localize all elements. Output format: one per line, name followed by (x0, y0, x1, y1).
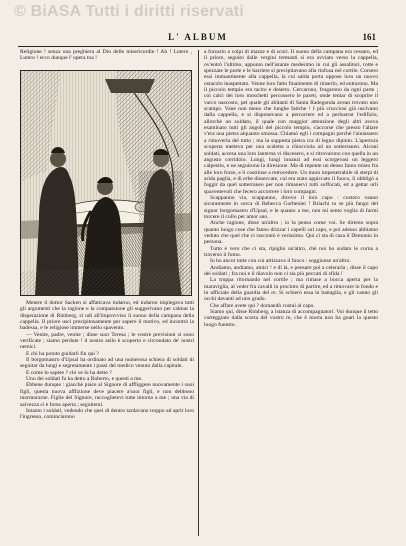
engraving-drawing (21, 71, 191, 295)
engraving-illustration (20, 70, 192, 296)
paragraph: Siamo qui, disse Rimberg, a istanza di accompagnatori. Voi dunque il tetto corteggiato dalla scorta del vostro re, che è morta non ha guari la questo luogo funesto. (204, 309, 378, 328)
paragraph: Scappanno via, scappanno, dicevo il loro capo : costoro vanno sicuramente in cerca di Rebecca Gorbeniei ! Briachi tu se più fango del signor borgomastro d'Upsal, e le quanto a me, non mi sento voglia di farmi torcere il collo per amor suo. (204, 194, 378, 220)
paragraph: E come lo sapete ? chi ve lo ha detto ? (26, 369, 112, 376)
paragraph: — Venite, padre, venite ; disse suor Teresa ; le vostre previsioni si sono verificate ; siamo perdute ! il nostro asilo è scoperto e circondato de' nostri nemici. (20, 331, 194, 351)
running-head: L' ALBUM (168, 32, 228, 42)
paragraph: Io ho ancor tutte con cui attizzava il fuoco : soggiunse un'altro. (210, 258, 351, 265)
left-column-top (20, 49, 192, 71)
paragraph: Anche ragione, disse un'altro ; io la penso come voi. Se diremo sopra quanto luogo cose che fanno drizzar i capelli sul capo, e poi adesso abbiamo veduto che quel che ci raccontò è verissimo. Qui ci sta di casa il Demonio in persona. (204, 220, 378, 246)
column-divider (198, 50, 199, 536)
paragraph: Tutto è vero che ci sta, ripiglio un'altro, chè noi ho sudato le corna a traverso il fumo. (204, 245, 378, 258)
paragraph: Andiamo, andiamo, amici ! e di là, e pensare poi a celerarla ; disse il capo dei soldati ; fra noi e il diavolo non ci sia più peccati di sfida ! (204, 264, 378, 278)
paragraph: Uno dei soldati fu ha detto a Roberto, e questi a me. (26, 376, 143, 383)
header-rule (18, 46, 378, 47)
paragraph: Mentre il dottor Sacken si affaticava indarno, ed indarno impiegava tutti gli argomenti che la ragione e la compassione gli suggerivano per calmar la disperazione di Rimberg, si udì all'improvviso il suono della campana della cappella. Il priore uscì precipitosamente per sapere il motivo, ed incontrò la badessa, e le religiose immerse nello spavento. (20, 300, 194, 332)
page-header (20, 32, 376, 46)
paragraph: Intanto i soldati, vedendo che quei di dentro tardavano troppo ad aprir loro l'ingresso, cominciarono (20, 407, 194, 421)
page-number: 161 (362, 32, 376, 42)
right-column (204, 49, 378, 538)
paragraph: Ebbene dunque : giacchè piace al Signore di affliggere nuovamente i suoi figli, questa nuova afflizione deve piacere a'suoi figli, e non debbono mormorarne. Figlie del Signore, raccoglietevi tutte intorno a me ; una via di salvezza ci è forse aperta ; seguitemi. (20, 382, 194, 408)
paragraph: Religione ! senza una preghiera al Dio delle misericordie ! Ah ! Lutero , Lutero ! ecco dunque l' opera tua ! (20, 49, 192, 62)
left-column-bottom (20, 300, 194, 538)
paragraph: a forzarlo a colpi di mazze e di scuri. Il suono della campana era cessato, ed il priore, seguito dalle vergini tremanti si era avviato verso la cappella, ov'entrò l'ultimo, appunto nell'istante medesimo in cui gli assalitori, rotte e spezzate le porte e le barriere si precipitavano alla rinfusa nel cortile. Corsero essi immantinente alla cappella, la cui salda porta oppose loro un nuovo ostacolo inaspettato. Venne loro fatto finalmente di rinserlo, ed entrarono. Ma il piccolo tempio era tacito e deserto. Cercarono, frugarono da ogni parte ; coi calci dei loro moschetti percossero le pareti, onde tentar di scoprire il varco nascosto, pel quale gli abitanti di Santa Radegonda avean trovato uno scampo. Vane non meno che lunghe fatiche ! I più crucciosi già uscivano dalla cappella, e si disponevano a percorrere ed a perlustrar l'edifizio, allorchè un soldato, il quale con maggior attenzione degli altri aveva esaminato tutti gli angoli del piccolo tempio, s'accorse che presso l'altare v'era una pietra alquanto smossa. Chiamò egli i compagni perchè l'aiutassero a rimoverla del tutto ; ma la suppesta pietra cra di legno dipinto. L'apertura scoperta metteva per una scaletta a chiocciola ad un sotterraneo. Alcuni soldati, accesa una loro lanterna vi discesero, e si ritrovarono con quella in un angusto corridoio. Lungi, lungi innanzi ad essi scorgevasi un leggero calpestio, e ne seguirono la direzione. Ma di repente un denso fumo misto fra alle loro forze, e li costrinse a retrocedere. Un muro impenetrabile di sterpi di arida paglia, e di erbe disseccate, cui era stato appiccato il fuoco, lì obbligò a fuggir da quel sotterraneo per non rimanervi tutti soffocati, ed a gettar urli spaventevoli che fecero accorrere i loro compagni. (204, 49, 378, 195)
paragraph: E chi ha potuto guidarli fin qui ? (26, 350, 99, 357)
paragraph: Il borgomastro d'Upsal ha ordinato ad una numerosa schiera di soldati di seguitar da lungi e segretamente i passi del medico venuto dalla capitale. (20, 357, 194, 370)
paragraph: Che affare avete qui ? domandò costui al capo. (210, 302, 315, 309)
paragraph: La truppa ritornando nel cortile ; ma rimase a bocca aperta per la maraviglia, al veder fra cavalli in procinto di partire, ed a rimovare in fondo e in ufficiale della guardia del re. Si schierò essa in battaglia, e gli vanno gli occhi davanti ad uno grado. (204, 277, 378, 303)
watermark: © BiASA Tutti i diritti riservati (14, 3, 244, 20)
